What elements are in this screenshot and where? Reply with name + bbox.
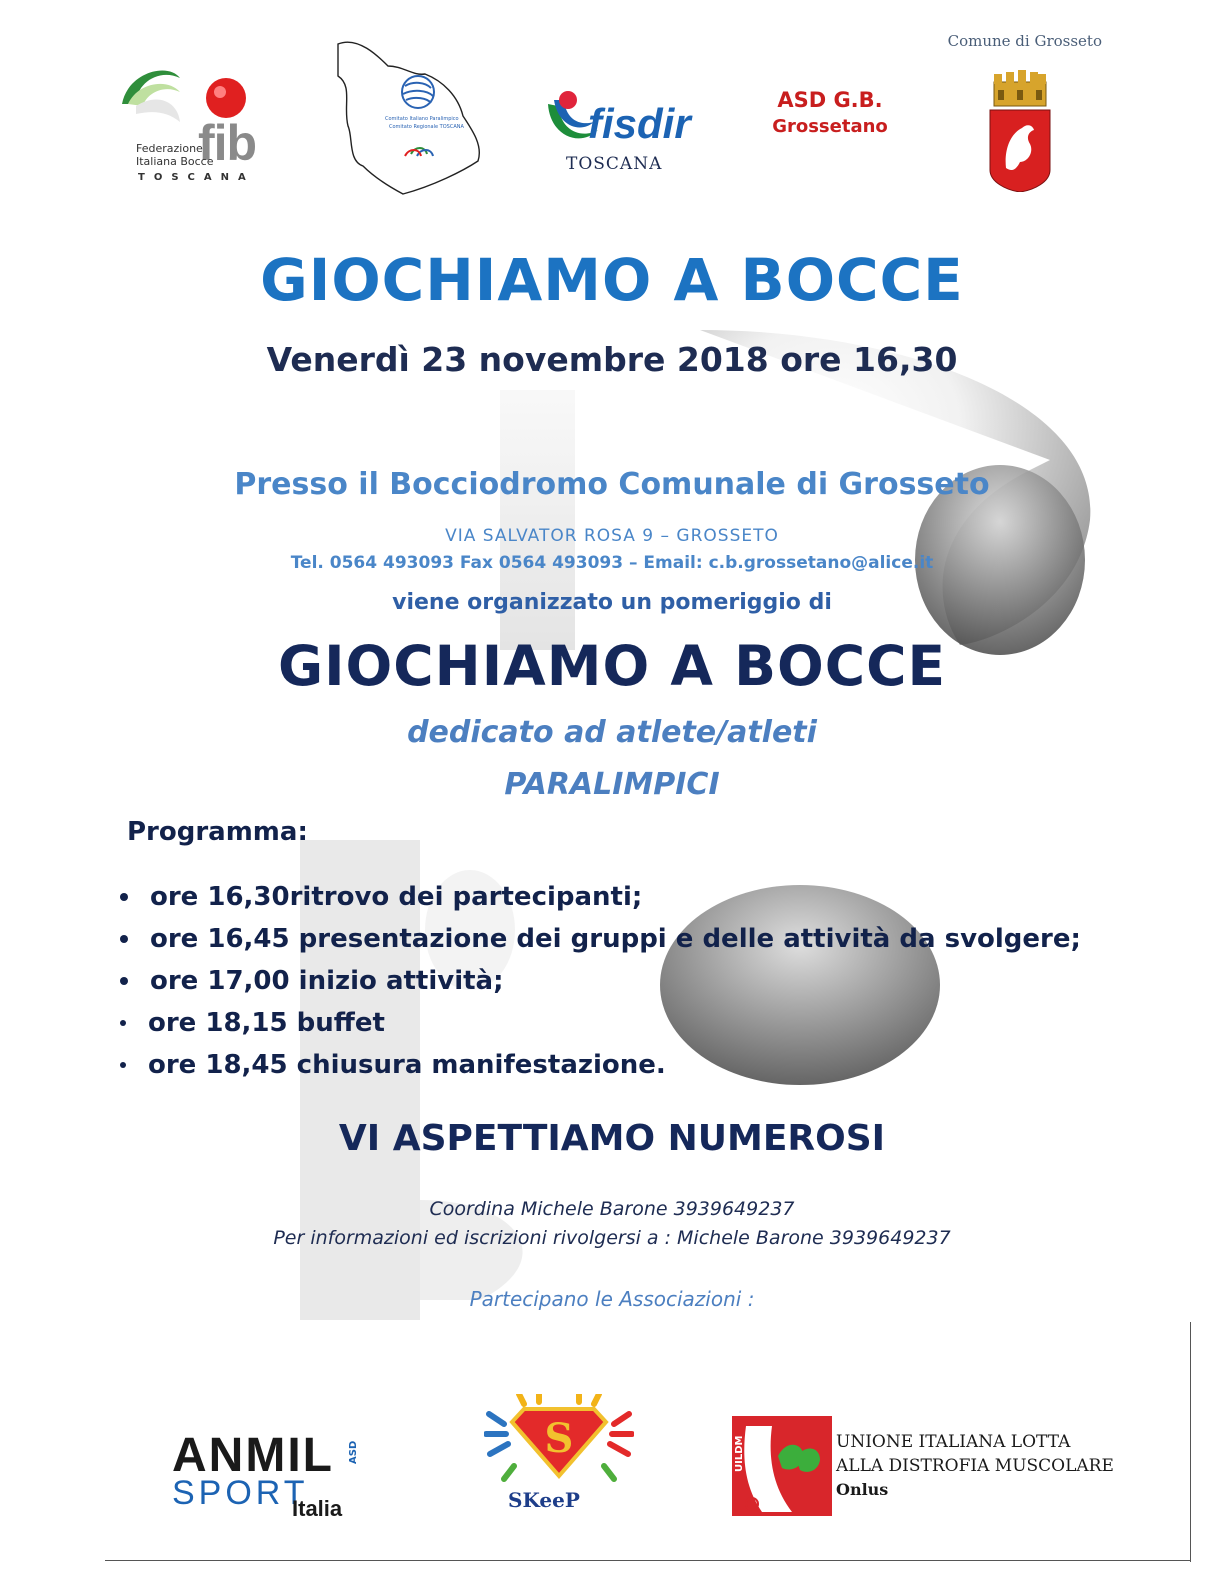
anmil-sport-logo xyxy=(172,1428,402,1528)
fib-logo xyxy=(118,62,290,187)
uildm-line3: Onlus xyxy=(836,1480,889,1499)
fib-region: TOSCANA xyxy=(138,172,255,183)
asd-line1: ASD G.B. xyxy=(777,88,883,112)
bullet-icon xyxy=(120,977,128,985)
programma-item-text: ore 16,30ritrovo dei partecipanti; xyxy=(150,882,643,912)
cip-toscana-logo xyxy=(333,36,488,196)
cip-line1: Comitato Italiano Paralimpico xyxy=(385,116,459,122)
main-title: GIOCHIAMO A BOCCE xyxy=(260,246,964,314)
event-date: Venerdì 23 novembre 2018 ore 16,30 xyxy=(266,340,958,379)
paralympic-line: PARALIMPICI xyxy=(504,767,720,802)
fisdir-region: TOSCANA xyxy=(566,154,663,174)
programma-item xyxy=(120,1002,1081,1044)
programma-item xyxy=(120,960,1081,1002)
fib-italiana-bocce: Italiana Bocce xyxy=(136,155,214,168)
anmil-name: ANMIL xyxy=(172,1429,334,1482)
svg-text:S: S xyxy=(544,1415,574,1462)
programma-item-text: ore 17,00 inizio attività; xyxy=(150,966,504,996)
skeep-logo xyxy=(484,1394,634,1514)
programma-item-text: ore 18,45 chiusura manifestazione. xyxy=(148,1050,666,1080)
secondary-title: GIOCHIAMO A BOCCE xyxy=(277,634,947,698)
uildm-abbr: UILDM xyxy=(734,1435,745,1472)
anmil-sport: SPORT xyxy=(172,1474,309,1512)
programma-item-text: ore 16,45 presentazione dei gruppi e delle attività da svolgere; xyxy=(150,924,1081,954)
programma-item-text: ore 18,15 buffet xyxy=(148,1008,385,1038)
anmil-italia: Italia xyxy=(292,1496,343,1521)
uildm-line1: UNIONE ITALIANA LOTTA xyxy=(836,1432,1071,1452)
info-line: Per informazioni ed iscrizioni rivolgersi a : Michele Barone 3939649237 xyxy=(273,1227,951,1249)
bullet-icon xyxy=(120,1020,126,1026)
venue-line: Presso il Bocciodromo Comunale di Grosseto xyxy=(234,467,990,502)
anmil-asd: ASD xyxy=(348,1440,359,1464)
programma-heading: Programma: xyxy=(127,817,308,847)
skeep-name: SKeeP xyxy=(508,1488,580,1512)
uildm-emblem xyxy=(732,1416,832,1516)
bullet-icon xyxy=(120,893,128,901)
fisdir-name: fisdir xyxy=(588,100,691,147)
participants-label: Partecipano le Associazioni : xyxy=(469,1287,755,1311)
closing-line: VI ASPETTIAMO NUMEROSI xyxy=(338,1118,886,1159)
programma-item xyxy=(120,876,1081,918)
bullet-icon xyxy=(120,935,128,943)
uildm-line2: ALLA DISTROFIA MUSCOLARE xyxy=(836,1456,1114,1476)
dedicated-line: dedicato ad atlete/atleti xyxy=(407,715,817,750)
cip-line2: Comitato Regionale TOSCANA xyxy=(389,124,464,130)
uildm-logo xyxy=(732,1416,1132,1516)
programma-list xyxy=(120,876,1081,1086)
fib-federazione: Federazione xyxy=(136,142,203,155)
skeep-hands-emblem xyxy=(484,1394,634,1484)
frame-divider-right xyxy=(1190,1322,1191,1562)
bullet-icon xyxy=(120,1062,126,1068)
contact-line: Tel. 0564 493093 Fax 0564 493093 – Email: c.b.grossetano@alice.it xyxy=(290,553,934,573)
fisdir-logo xyxy=(540,86,700,181)
comune-grosseto-crest xyxy=(988,70,1052,192)
asd-line2: Grossetano xyxy=(772,116,888,137)
address-line: VIA SALVATOR ROSA 9 – GROSSETO xyxy=(445,526,779,546)
organized-line: viene organizzato un pomeriggio di xyxy=(392,590,832,615)
programma-item xyxy=(120,918,1081,960)
frame-divider-bottom xyxy=(105,1560,1191,1561)
fib-name: fib xyxy=(198,115,257,171)
comune-label: Comune di Grosseto xyxy=(947,32,1102,50)
coordinator-line: Coordina Michele Barone 3939649237 xyxy=(429,1198,795,1220)
programma-item xyxy=(120,1044,1081,1086)
asd-gb-grossetano-logo xyxy=(760,88,900,137)
city-crest-icon xyxy=(988,70,1052,192)
